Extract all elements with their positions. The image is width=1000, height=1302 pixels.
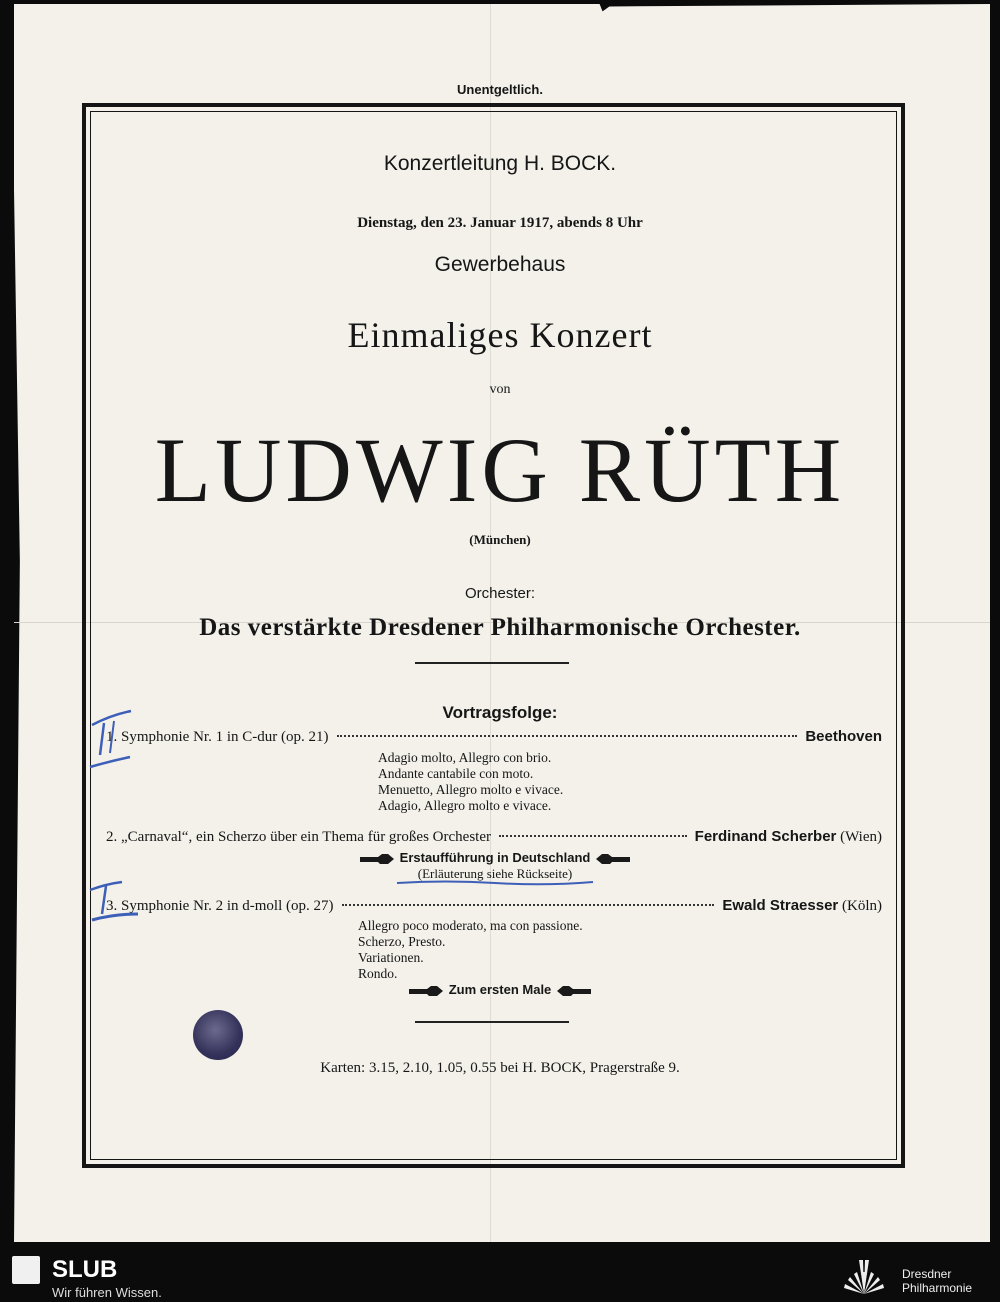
philharmonie-logo-icon [836, 1252, 892, 1298]
composer: Beethoven [805, 728, 882, 745]
composer: Ferdinand Scherber [694, 828, 837, 845]
movement: Allegro poco moderato, ma con passione. [358, 918, 583, 933]
premiere-note [340, 850, 650, 865]
first-time-note [0, 982, 1000, 997]
program-item-1 [106, 728, 882, 748]
partner-name-line1: Dresdner [902, 1267, 952, 1281]
concert-date: Dienstag, den 23. Januar 1917, abends 8 Uhr [357, 215, 643, 231]
leader-dots [342, 904, 715, 906]
slub-logo-icon [12, 1256, 40, 1284]
premiere-subnote: (Erläuterung siehe Rückseite) [417, 866, 573, 881]
program-heading: Vortragsfolge: [442, 703, 558, 722]
pencil-underline [395, 879, 595, 887]
partner-name [902, 1267, 972, 1295]
organizer: Konzertleitung H. BOCK. [383, 152, 617, 175]
divider [415, 1021, 569, 1023]
artist-city: (München) [469, 532, 531, 547]
orchestra-name: Das verstärkte Dresdener Philharmonische Orchester. [199, 614, 801, 641]
movement: Variationen. [358, 950, 424, 965]
partner-name-line2: Philharmonie [902, 1281, 973, 1295]
pointing-hand-left-icon [596, 854, 630, 864]
artist-name: LUDWIG RÜTH [154, 419, 846, 521]
program-item-title: 1. Symphonie Nr. 1 in C-dur (op. 21) [106, 729, 329, 745]
venue: Gewerbehaus [434, 253, 566, 276]
pointing-hand-right-icon [360, 854, 394, 864]
composer-city: (Köln) [842, 898, 882, 914]
movement: Adagio, Allegro molto e vivace. [378, 798, 552, 813]
program-item-2 [106, 828, 882, 848]
pencil-mark [86, 705, 136, 775]
header-note: Unentgeltlich. [457, 82, 543, 97]
composer: Ewald Straesser [722, 897, 839, 914]
composer-city: (Wien) [840, 829, 882, 845]
slub-name: SLUB [52, 1256, 118, 1283]
movement: Andante cantabile con moto. [378, 766, 534, 781]
first-time-note-text: Zum ersten Male [448, 982, 552, 997]
pointing-hand-left-icon [557, 986, 591, 996]
leader-dots [337, 735, 798, 737]
leader-dots [499, 835, 687, 837]
premiere-note-text: Erstaufführung in Deutschland [399, 850, 591, 865]
movement: Menuetto, Allegro molto e vivace. [378, 782, 564, 797]
pointing-hand-right-icon [409, 986, 443, 996]
event-title: Einmaliges Konzert [347, 315, 653, 355]
divider [415, 662, 569, 664]
ticket-info: Karten: 3.15, 2.10, 1.05, 0.55 bei H. BOCK, Pragerstraße 9. [320, 1060, 680, 1076]
program-item-3 [106, 897, 882, 917]
ink-stamp [193, 1010, 243, 1060]
movement: Scherzo, Presto. [358, 934, 446, 949]
slub-tagline: Wir führen Wissen. [52, 1285, 162, 1300]
movement: Adagio molto, Allegro con brio. [378, 750, 552, 765]
orchestra-label: Orchester: [464, 585, 536, 602]
movement: Rondo. [358, 966, 398, 981]
program-item-title: 3. Symphonie Nr. 2 in d-moll (op. 27) [106, 898, 334, 914]
by-label: von [489, 382, 511, 397]
pencil-mark [86, 880, 141, 930]
program-item-title: 2. „Carnaval“, ein Scherzo über ein Thema für großes Orchester [106, 829, 491, 845]
